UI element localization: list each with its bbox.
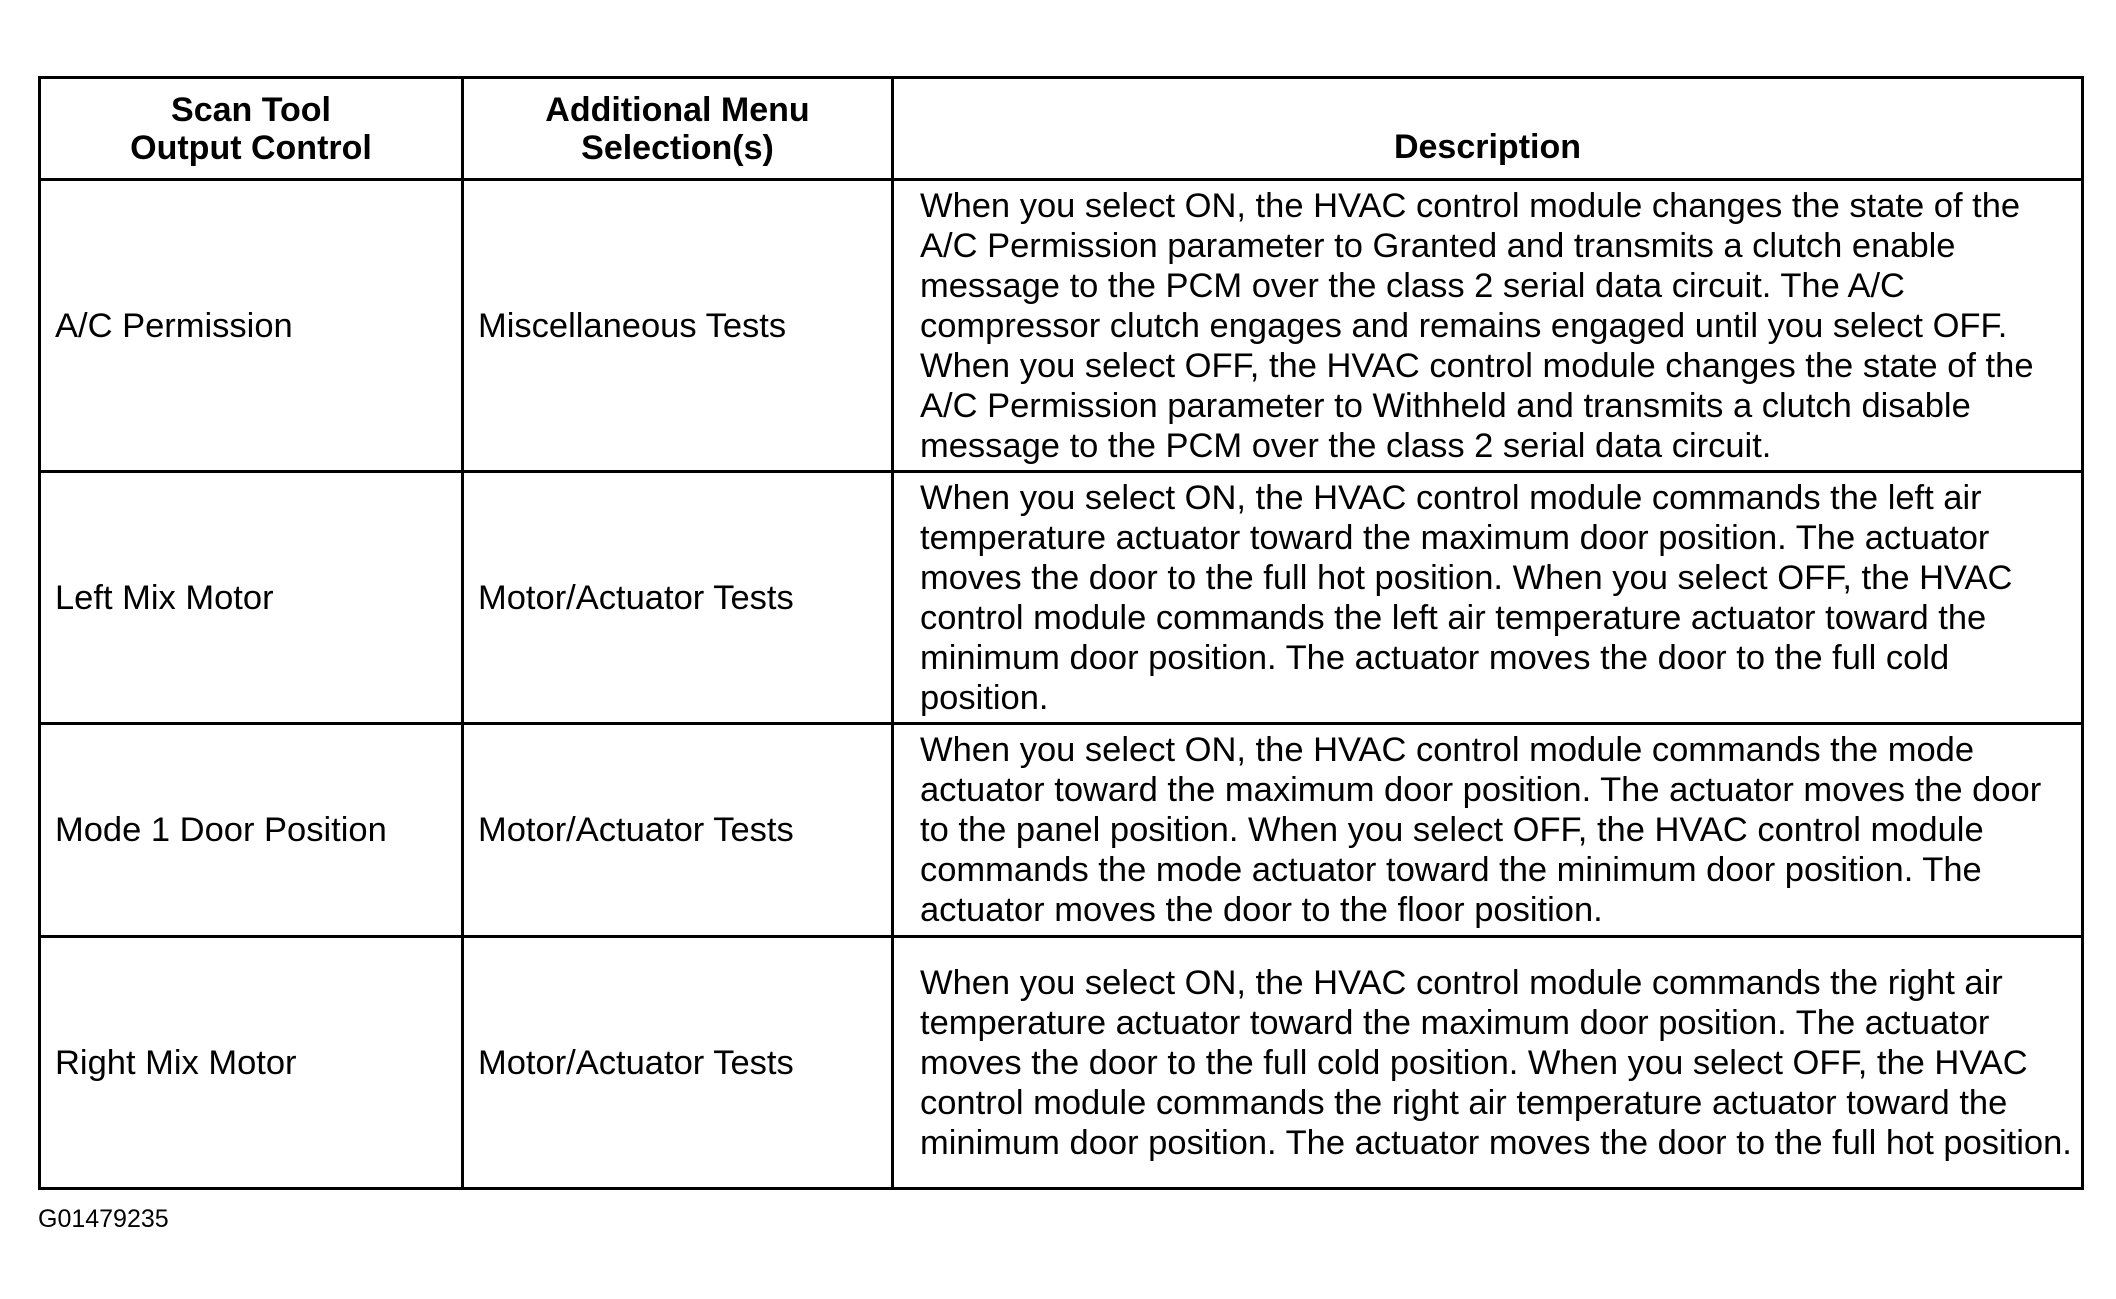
header-line: Selection(s) — [581, 128, 774, 167]
header-description: Description — [893, 78, 2083, 180]
row-menu-cell: Motor/Actuator Tests — [463, 937, 893, 1189]
output-control-table — [38, 76, 2084, 1190]
row-description-cell: When you select ON, the HVAC control module changes the state of the A/C Permission parameter to Granted and transmits a clutch enable message to the PCM over the class 2 serial data circuit. The A/C compressor clutch engages and remains engaged until you select OFF. When you select OFF, the HVAC control module changes the state of the A/C Permission parameter to Withheld and transmits a clutch disable message to the PCM over the class 2 serial data circuit. — [893, 180, 2083, 472]
row-description-cell: When you select ON, the HVAC control module commands the mode actuator toward the maximum door position. The actuator moves the door to the panel position. When you select OFF, the HVAC control module commands the mode actuator toward the minimum door position. The actuator moves the door to the floor position. — [893, 724, 2083, 937]
row-menu-cell: Motor/Actuator Tests — [463, 724, 893, 937]
table-header-row — [40, 78, 2083, 180]
table-row — [40, 724, 2083, 937]
row-control-cell: Left Mix Motor — [40, 472, 463, 724]
table-row — [40, 937, 2083, 1189]
row-menu-cell: Miscellaneous Tests — [463, 180, 893, 472]
figure-id: G01479235 — [38, 1205, 169, 1233]
header-line: Output Control — [130, 128, 372, 167]
table-row — [40, 180, 2083, 472]
row-menu-cell: Motor/Actuator Tests — [463, 472, 893, 724]
row-description-cell: When you select ON, the HVAC control module commands the right air temperature actuator toward the maximum door position. The actuator moves the door to the full cold position. When you select OFF, the HVAC control module commands the right air temperature actuator toward the minimum door position. The actuator moves the door to the full hot position. — [893, 937, 2083, 1189]
row-control-cell: A/C Permission — [40, 180, 463, 472]
row-control-cell: Right Mix Motor — [40, 937, 463, 1189]
row-description-cell: When you select ON, the HVAC control module commands the left air temperature actuator toward the maximum door position. The actuator moves the door to the full hot position. When you select OFF, the HVAC control module commands the left air temperature actuator toward the minimum door position. The actuator moves the door to the full cold position. — [893, 472, 2083, 724]
header-line: Additional Menu — [545, 90, 810, 129]
table-row — [40, 472, 2083, 724]
header-additional-menu-selections — [463, 78, 893, 180]
header-scan-tool-output-control — [40, 78, 463, 180]
row-control-cell: Mode 1 Door Position — [40, 724, 463, 937]
header-line: Scan Tool — [171, 90, 331, 129]
